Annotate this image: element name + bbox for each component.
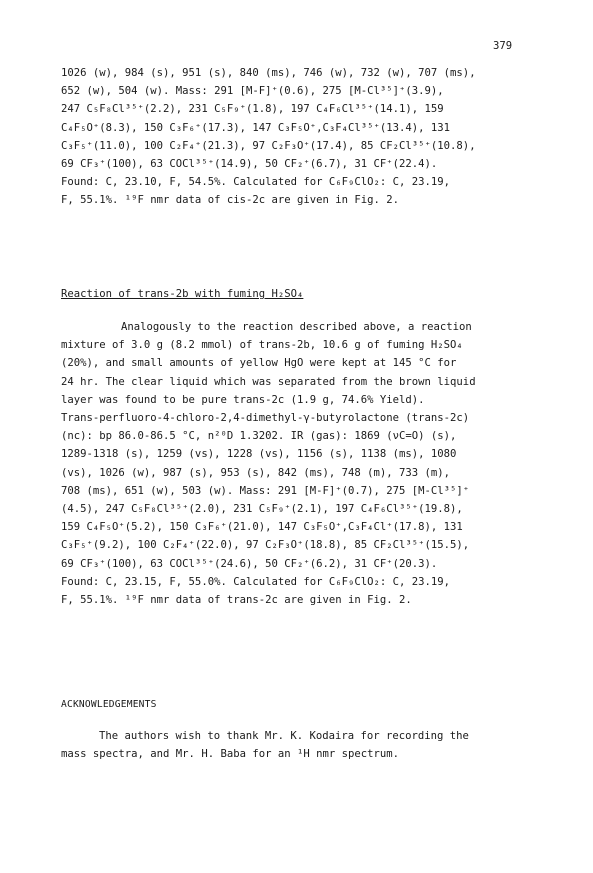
text-line: Trans-perfluoro-4-chloro-2,4-dimethyl-γ-butyrolactone (trans-2c): [61, 412, 470, 425]
continued-paragraph: [61, 64, 541, 210]
text-line: 24 hr. The clear liquid which was separated from the brown liquid: [61, 375, 476, 388]
text-line: F, 55.1%. ¹⁹F nmr data of cis-2c are given in Fig. 2.: [61, 194, 400, 207]
text-line: 708 (ms), 651 (w), 503 (w). Mass: 291 [M-F]⁺(0.7), 275 [M-Cl³⁵]⁺: [61, 484, 470, 497]
text-line: mass spectra, and Mr. H. Baba for an ¹H nmr spectrum.: [61, 748, 400, 761]
text-line: 69 CF₃⁺(100), 63 COCl³⁵⁺(14.9), 50 CF₂⁺(6.7), 31 CF⁺(22.4).: [61, 158, 438, 171]
text-line: 159 C₄F₅O⁺(5.2), 150 C₃F₆⁺(21.0), 147 C₃F₅O⁺,C₃F₄Cl⁺(17.8), 131: [61, 521, 463, 534]
text-line: Analogously to the reaction described above, a reaction: [121, 321, 472, 333]
text-line: 1289-1318 (s), 1259 (vs), 1228 (vs), 1156 (s), 1138 (ms), 1080: [61, 448, 457, 461]
text-line: (nc): bp 86.0-86.5 °C, n²⁰D 1.3202. IR (gas): 1869 (νC=O) (s),: [61, 430, 457, 443]
text-line: 652 (w), 504 (w). Mass: 291 [M-F]⁺(0.6), 275 [M-Cl³⁵]⁺(3.9),: [61, 85, 444, 98]
section-heading: Reaction of trans-2b with fuming H₂SO₄: [61, 288, 304, 300]
text-line: The authors wish to thank Mr. K. Kodaira for recording the: [99, 730, 469, 742]
text-line: Found: C, 23.10, F, 54.5%. Calculated for C₆F₉ClO₂: C, 23.19,: [61, 176, 451, 189]
text-line: C₃F₅⁺(11.0), 100 C₂F₄⁺(21.3), 97 C₂F₃O⁺(17.4), 85 CF₂Cl³⁵⁺(10.8),: [61, 139, 476, 152]
text-line: layer was found to be pure trans-2c (1.9 g, 74.6% Yield).: [61, 393, 425, 406]
text-line: C₃F₅⁺(9.2), 100 C₂F₄⁺(22.0), 97 C₂F₃O⁺(18.8), 85 CF₂Cl³⁵⁺(15.5),: [61, 539, 470, 552]
acknowledgements-paragraph: [61, 727, 541, 763]
page-number: 379: [493, 40, 513, 52]
text-line: (20%), and small amounts of yellow HgO were kept at 145 °C for: [61, 357, 457, 370]
text-line: Found: C, 23.15, F, 55.0%. Calculated for C₆F₉ClO₂: C, 23.19,: [61, 575, 451, 588]
text-line: 69 CF₃⁺(100), 63 COCl³⁵⁺(24.6), 50 CF₂⁺(6.2), 31 CF⁺(20.3).: [61, 557, 438, 570]
text-line: (4.5), 247 C₅F₈Cl³⁵⁺(2.0), 231 C₅F₉⁺(2.1), 197 C₄F₆Cl³⁵⁺(19.8),: [61, 503, 463, 516]
text-line: F, 55.1%. ¹⁹F nmr data of trans-2c are given in Fig. 2.: [61, 594, 412, 607]
section-paragraph: [61, 318, 541, 609]
acknowledgements-heading: ACKNOWLEDGEMENTS: [61, 699, 157, 710]
text-line: mixture of 3.0 g (8.2 mmol) of trans-2b, 10.6 g of fuming H₂SO₄: [61, 339, 463, 352]
text-line: 1026 (w), 984 (s), 951 (s), 840 (ms), 746 (w), 732 (w), 707 (ms),: [61, 67, 476, 79]
text-line: 247 C₅F₈Cl³⁵⁺(2.2), 231 C₅F₉⁺(1.8), 197 C₄F₆Cl³⁵⁺(14.1), 159: [61, 103, 444, 116]
text-line: C₄F₅O⁺(8.3), 150 C₃F₆⁺(17.3), 147 C₃F₅O⁺,C₃F₄Cl³⁵⁺(13.4), 131: [61, 121, 451, 134]
text-line: (vs), 1026 (w), 987 (s), 953 (s), 842 (ms), 748 (m), 733 (m),: [61, 466, 451, 479]
